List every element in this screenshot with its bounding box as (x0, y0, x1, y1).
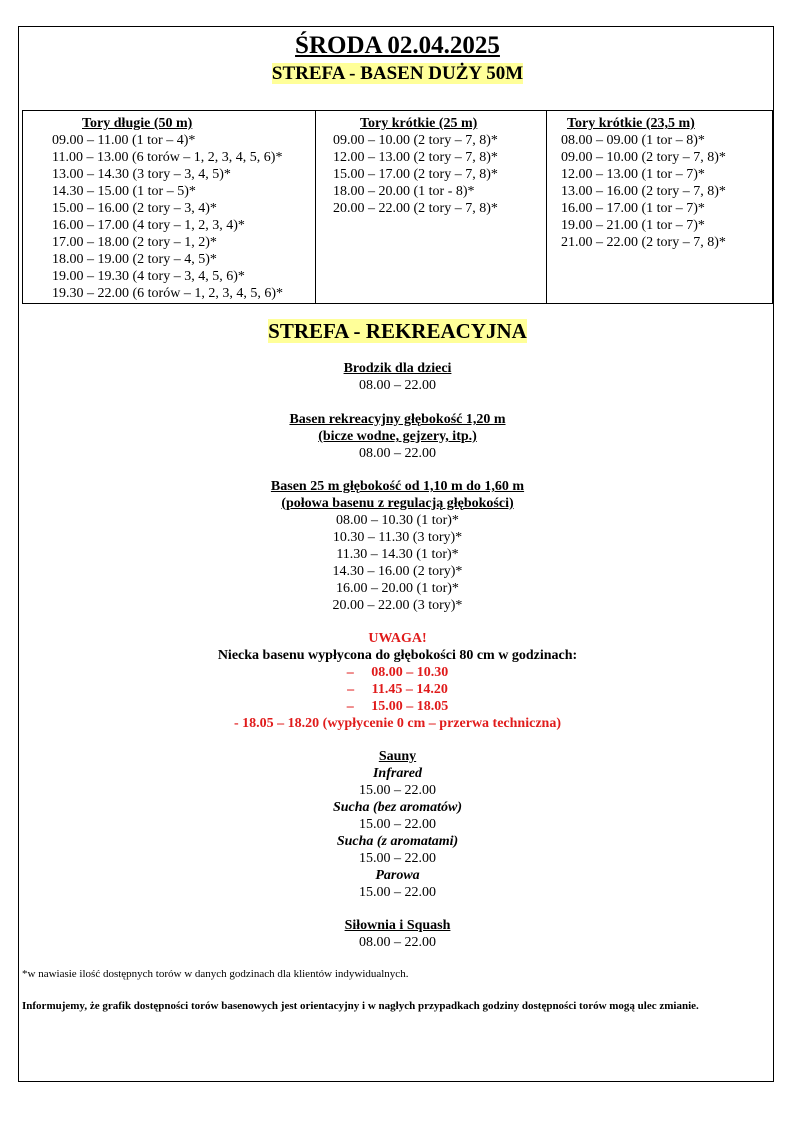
lanes-table (22, 110, 773, 304)
lane-row: 12.00 – 13.00 (1 tor – 7)* (561, 167, 705, 182)
lane-row: 19.30 – 22.00 (6 torów – 1, 2, 3, 4, 5, 6)* (52, 286, 283, 301)
lane-row: 21.00 – 22.00 (2 tory – 7, 8)* (561, 235, 726, 250)
rec-pool-heading: Basen rekreacyjny głębokość 1,20 m (289, 412, 506, 427)
zone-title-big-pool (0, 62, 795, 86)
lane-row: 13.00 – 16.00 (2 tory – 7, 8)* (561, 184, 726, 199)
lane-row: 17.00 – 18.00 (2 tory – 1, 2)* (52, 235, 217, 250)
warning-row: – 15.00 – 18.05 (346, 699, 449, 714)
lanes-column-short-25 (316, 111, 547, 304)
lanes-heading: Tory długie (50 m) (82, 116, 193, 131)
lane-row: 09.00 – 10.00 (2 tory – 7, 8)* (561, 150, 726, 165)
sauna-hours: 15.00 – 22.00 (359, 851, 436, 866)
sauna-name: Infrared (372, 766, 422, 781)
lane-row: 13.00 – 14.30 (3 tory – 3, 4, 5)* (52, 167, 231, 182)
kids-pool-heading: Brodzik dla dzieci (343, 361, 452, 376)
lane-row: 16.00 – 17.00 (4 tory – 1, 2, 3, 4)* (52, 218, 245, 233)
lane-row: 15.00 – 17.00 (2 tory – 7, 8)* (333, 167, 498, 182)
warning-row: – 08.00 – 10.30 (346, 665, 449, 680)
sauna-name: Sucha (z aromatami) (336, 834, 459, 849)
zone-title-big-pool-text: STREFA - BASEN DUŻY 50M (271, 63, 524, 84)
lanes-column-short-23 (547, 111, 773, 304)
pool25-row: 20.00 – 22.00 (3 tory)* (332, 598, 463, 613)
lane-row: 20.00 – 22.00 (2 tory – 7, 8)* (333, 201, 498, 216)
warning-row: – 11.45 – 14.20 (347, 682, 448, 697)
lane-row: 11.00 – 13.00 (6 torów – 1, 2, 3, 4, 5, 6)* (52, 150, 283, 165)
gym-heading: Siłownia i Squash (344, 918, 451, 933)
lane-row: 15.00 – 16.00 (2 tory – 3, 4)* (52, 201, 217, 216)
lane-row: 18.00 – 19.00 (2 tory – 4, 5)* (52, 252, 217, 267)
lane-row: 18.00 – 20.00 (1 tor - 8)* (333, 184, 475, 199)
kids-pool-section (0, 360, 795, 394)
lanes-heading: Tory krótkie (23,5 m) (567, 116, 695, 131)
lanes-column-long-body (23, 115, 315, 132)
lane-row: 19.00 – 19.30 (4 tory – 3, 4, 5, 6)* (52, 269, 245, 284)
warning-label: UWAGA! (368, 631, 427, 646)
page-title: ŚRODA 02.04.2025 (295, 32, 500, 59)
pool25-row: 10.30 – 11.30 (3 tory)* (332, 530, 463, 545)
gym-hours: 08.00 – 22.00 (359, 935, 436, 950)
warning-text: Niecka basenu wypłycona do głębokości 80 cm w godzinach: (217, 648, 578, 663)
lane-row: 14.30 – 15.00 (1 tor – 5)* (52, 184, 196, 199)
sauna-name: Parowa (375, 868, 420, 883)
warning-technical: - 18.05 – 18.20 (wypłycenie 0 cm – przerwa techniczna) (234, 716, 561, 731)
kids-pool-hours: 08.00 – 22.00 (359, 378, 436, 393)
pool25-row: 08.00 – 10.30 (1 tor)* (336, 513, 459, 528)
lane-row: 19.00 – 21.00 (1 tor – 7)* (561, 218, 705, 233)
sauna-hours: 15.00 – 22.00 (359, 885, 436, 900)
saunas-heading: Sauny (378, 749, 417, 764)
pool25-section (0, 478, 795, 614)
lanes-heading: Tory krótkie (25 m) (360, 116, 478, 131)
lane-row: 09.00 – 11.00 (1 tor – 4)* (52, 133, 196, 148)
footnote-info: Informujemy, że grafik dostępności torów basenowych jest orientacyjny i w nagłych przypadkach godziny dostępności torów mogą ulec zmianie. (22, 1000, 699, 1012)
pool25-row: 11.30 – 14.30 (1 tor)* (336, 547, 459, 562)
footnote-lanes: *w nawiasie ilość dostępnych torów w danych godzinach dla klientów indywidualnych. (22, 968, 409, 980)
pool25-subheading: (połowa basenu z regulacją głębokości) (281, 496, 514, 511)
lane-row: 16.00 – 17.00 (1 tor – 7)* (561, 201, 705, 216)
sauna-hours: 15.00 – 22.00 (359, 817, 436, 832)
pool25-row: 14.30 – 16.00 (2 tory)* (332, 564, 463, 579)
rec-pool-hours: 08.00 – 22.00 (359, 446, 436, 461)
pool25-row: 16.00 – 20.00 (1 tor)* (336, 581, 459, 596)
lane-row: 09.00 – 10.00 (2 tory – 7, 8)* (333, 133, 498, 148)
lane-row: 08.00 – 09.00 (1 tor – 8)* (561, 133, 705, 148)
rec-pool-section (0, 411, 795, 462)
lane-row: 12.00 – 13.00 (2 tory – 7, 8)* (333, 150, 498, 165)
lanes-column-long (23, 111, 316, 304)
gym-section (0, 917, 795, 951)
warning-section (0, 630, 795, 732)
zone-title-recreation (0, 318, 795, 344)
saunas-section (0, 748, 795, 901)
sauna-hours: 15.00 – 22.00 (359, 783, 436, 798)
zone-title-recreation-text: STREFA - REKREACYJNA (268, 319, 527, 343)
pool25-heading: Basen 25 m głębokość od 1,10 m do 1,60 m (270, 479, 525, 494)
sauna-name: Sucha (bez aromatów) (332, 800, 463, 815)
rec-pool-subheading: (bicze wodne, gejzery, itp.) (318, 429, 477, 444)
